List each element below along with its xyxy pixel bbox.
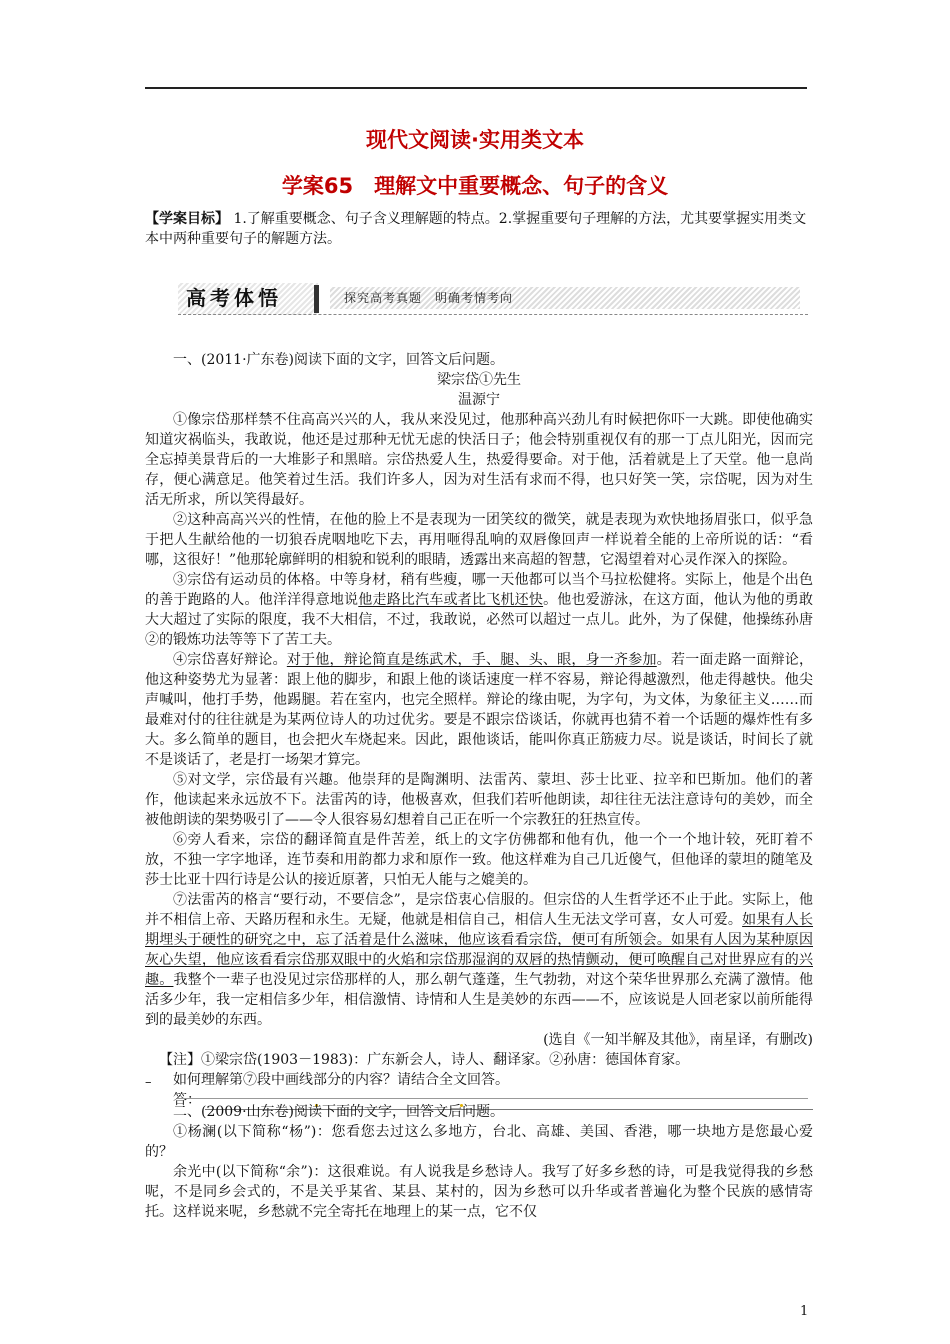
paragraph-1: ①像宗岱那样禁不住高高兴兴的人，我从来没见过，他那种高兴劲儿有时候把你吓一大跳。即使他确实知道灾祸临头，我敢说，他还是过那种无忧无虑的快活日子；他会特别重视仅有的那一丁点儿阳光，因而完全忘掉美景背后的一大堆影子和黑暗。宗岱热爱人生，热爱得要命。对于他，活着就是上了天堂。他一息尚存，便心满意足。他笑着过生活。我们许多人，因为对生活有求而不得，也只好笑一笑，宗岱呢，因为对生活无所求，所以笑得最好。 (145, 412, 813, 508)
paragraph-4 (145, 650, 813, 770)
interview-paragraph-2: 余光中(以下简称“余”)：这很难说。有人说我是乡愁诗人。我写了好多乡愁的诗，可是我觉得我的乡愁呢，不是同乡会式的，不是关乎某省、某县、某村的，因为乡愁可以升华或者普遍化为整个民族的感情寄托。这样说来呢，乡愁就不完全寄托在地理上的某一点，它不仅 (145, 1164, 813, 1220)
question: 如何理解第⑦段中画线部分的内容？请结合全文回答。 (173, 1072, 509, 1088)
section-one-intro: 一、(2011·广东卷)阅读下面的文字，回答文后问题。 (173, 352, 505, 368)
paragraph-2: ②这种高高兴兴的性情，在他的脸上不是表现为一团笑纹的微笑，就是表现为欢快地扬眉张口，似乎急于把人生献给他的一切狼吞虎咽地吃下去，再用咂得乱响的双唇像回声一样说着全能的上帝所说的话：“看哪，这很好！”他那轮廓鲜明的相貌和锐利的眼睛，透露出来高超的智慧，它渴望着对心灵作深入的探险。 (145, 512, 813, 568)
article-title: 梁宗岱①先生 (437, 372, 521, 388)
section-two (145, 1102, 813, 1222)
paragraph-5: ⑤对文学，宗岱最有兴趣。他崇拜的是陶渊明、法雷芮、蒙坦、莎士比亚、拉辛和巴斯加。他们的著作，他读起来永远放不下。法雷芮的诗，他极喜欢，但我们若听他朗读，却往往无法注意诗句的美妙，而全被他朗读的架势吸引了——令人很容易幻想着自己正在听一个宗教狂的狂热宣传。 (145, 772, 813, 828)
banner-title: 高考体悟 (178, 283, 318, 315)
banner-underline (178, 314, 808, 315)
banner-subtitle: 探究高考真题 明确考情考向 (330, 287, 800, 309)
goal-text: 1.了解重要概念、句子含义理解题的特点。2.掌握重要句子理解的方法，尤其要掌握实用类文本中两种重要句子的解题方法。 (145, 211, 807, 247)
lesson-title: 学案65 理解文中重要概念、句子的含义 (281, 174, 669, 198)
paragraph-3-text: ③宗岱有运动员的体格。中等身材，稍有些瘦，哪一天他都可以当个马拉松健将。实际上，他是个出色的善于跑路的人。他洋洋得意地说 (145, 572, 813, 608)
section-one (145, 350, 813, 1114)
paragraph-4-text-end: 。若一面走路一面辩论，他这种姿势尤为显著：跟上他的脚步，和跟上他的谈话速度一样不容易，辩论得越激烈，他走得越快。他尖声喊叫，他打手势，他踢腿。若在室内，也完全照样。辩论的缘由呢，为字句，为文体，为象征主义……而最难对付的往往就是为某两位诗人的功过优劣。要是不跟宗岱谈话，你就再也猜不着一个话题的爆炸性有多大。多么简单的题目，也会把火车烧起来。因此，跟他谈话，能叫你真正筋疲力尽。说是谈话，时间长了就不是谈话了，老是打一场架才算完。 (145, 652, 814, 768)
paragraph-4-text: ④宗岱喜好辩论。 (173, 652, 287, 668)
source-citation: (选自《一知半解及其他》，南星译，有删改) (543, 1032, 813, 1048)
paragraph-3 (145, 570, 813, 650)
section-separator (178, 1098, 808, 1099)
paragraph-3-underlined: 他走路比汽车或者比飞机还快 (358, 592, 544, 608)
top-rule (145, 87, 807, 89)
learning-goal (145, 209, 810, 249)
page-title: 现代文阅读·实用类文本 (366, 128, 584, 152)
goal-label: 【学案目标】 (145, 211, 229, 227)
page-number: 1 (800, 1304, 809, 1319)
section-banner (178, 283, 808, 315)
paragraph-7 (145, 890, 813, 1030)
banner-divider (314, 285, 319, 313)
section-two-intro: 二、(2009·山东卷)阅读下面的文字，回答文后问题。 (173, 1104, 505, 1120)
paragraph-3-text-end: 。他也爱游泳，在这方面，他认为他的勇敢大大超过了实际的限度，我不大相信，不过，我敢说，必然可以超过一点儿。此外，为了保健，他操练孙唐②的锻炼功法等等下了苦工夫。 (145, 592, 814, 648)
footnote: 【注】①梁宗岱(1903－1983)：广东新会人，诗人、翻译家。②孙唐：德国体育家。 (159, 1052, 690, 1068)
paragraph-7-text: ⑦法雷芮的格言“要行动，不要信念”，是宗岱衷心信服的。但宗岱的人生哲学还不止于此。实际上，他并不相信上帝、天路历程和永生。无疑，他就是相信自己，相信人生无法文学可喜，女人可爱。 (145, 892, 813, 928)
interview-paragraph-1: ①杨澜(以下简称“杨”)：您看您去过这么多地方，台北、高雄、美国、香港，哪一块地方是您最心爱的？ (145, 1124, 813, 1160)
article-author: 温源宁 (458, 392, 500, 408)
stray-dash: – (145, 1075, 152, 1090)
paragraph-6: ⑥旁人看来，宗岱的翻译简直是件苦差，纸上的文字仿佛都和他有仇，他一个一个地计较，死盯着不放，不独一字字地译，连节奏和用韵都力求和原作一致。他这样难为自己几近傻气，但他译的蒙坦的随笔及莎士比亚十四行诗是公认的接近原著，只怕无人能与之媲美的。 (145, 832, 813, 888)
paragraph-4-underlined: 对于他，辩论简直是练武术，手、腿、头、眼，身一齐参加 (286, 652, 657, 668)
paragraph-7-underlined: 如果有人长期埋头于硬性的研究之中，忘了活着是什么滋味，他应该看看宗岱，便可有所领会。如果有人因为某种原因灰心失望，他应该看看宗岱那双眼中的火焰和宗岱那湿润的双唇的热情颤动，便可唤醒自己对世界应有的兴趣。 (145, 912, 814, 988)
answer-label: 答： (173, 1092, 201, 1108)
paragraph-7-text-end: 我整个一辈子也没见过宗岱那样的人，那么朝气蓬蓬，生气勃勃，对这个荣华世界那么充满了激情。他活多少年，我一定相信多少年，相信激情、诗情和人生是美妙的东西——不，应该说是人回老家以前所能得到的最美妙的东西。 (145, 972, 813, 1028)
